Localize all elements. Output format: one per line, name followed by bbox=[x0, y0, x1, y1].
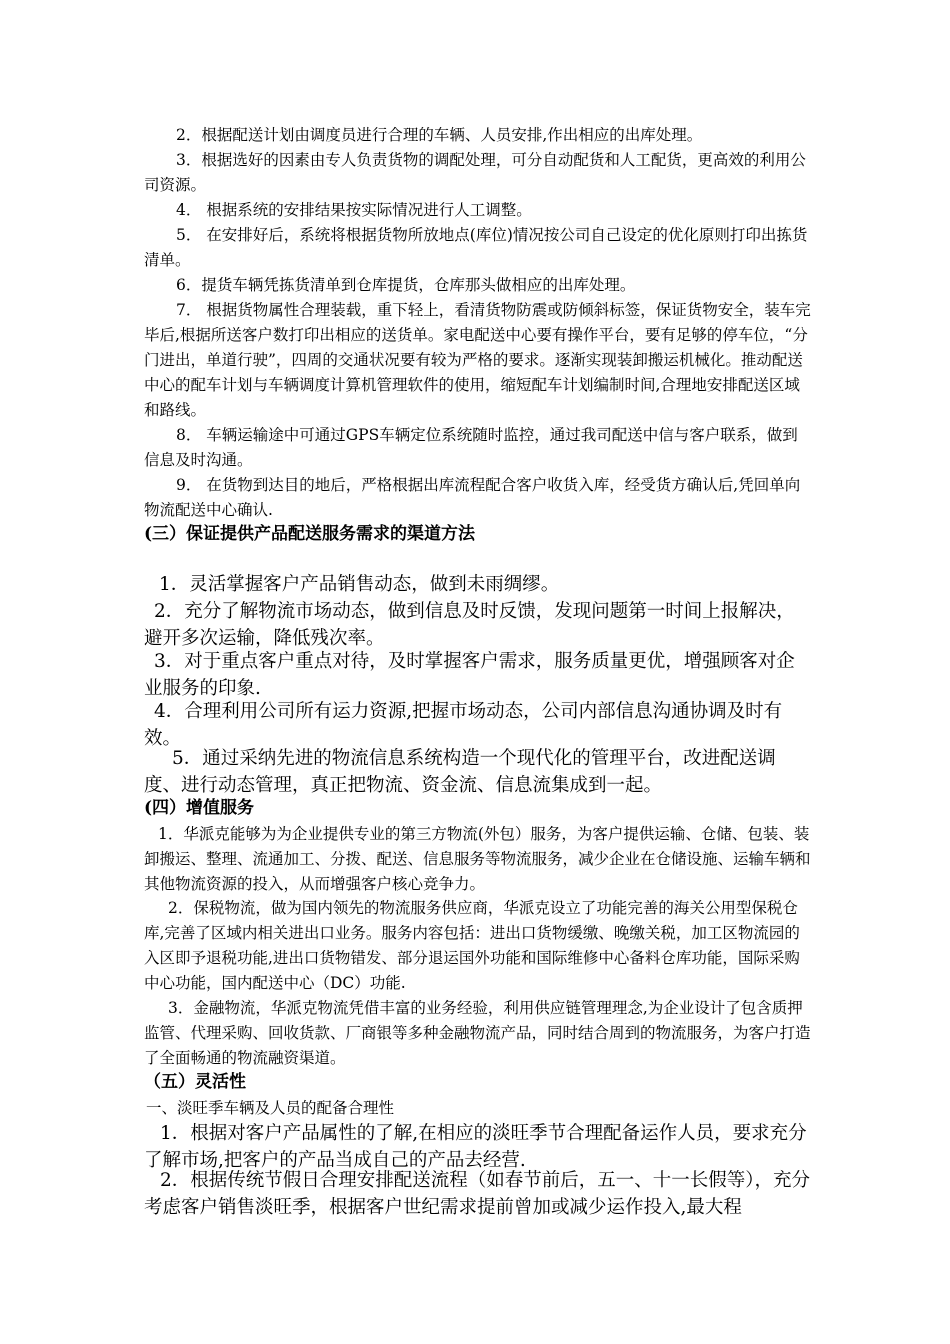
paragraph-step-6: 6．提货车辆凭拣货清单到仓库提货，仓库那头做相应的出库处理。 bbox=[176, 276, 636, 294]
paragraph-step-9: 9． 在货物到达目的地后，严格根据出库流程配合客户收货入库，经受货方确认后,凭回单向物流配送中心确认. bbox=[144, 476, 801, 519]
channel-item-2: 2．充分了解物流市场动态，做到信息及时反馈，发现问题第一时间上报解决，避开多次运输，降低残次率。 bbox=[144, 601, 795, 649]
channel-item-3: 3．对于重点客户重点对待，及时掌握客户需求，服务质量更优，增强顾客对企业服务的印象. bbox=[144, 651, 795, 699]
paragraph-step-3: 3．根据选好的因素由专人负责货物的调配处理，可分自动配货和人工配货，更高效的利用公司资源。 bbox=[144, 151, 806, 194]
paragraph-step-5: 5． 在安排好后，系统将根据货物所放地点(库位)情况按公司自己设定的优化原则打印出拣货清单。 bbox=[144, 226, 808, 269]
value-added-item-2: 2．保税物流，做为国内领先的物流服务供应商，华派克设立了功能完善的海关公用型保税仓库,完善了区域内相关进出口业务。服务内容包括：进出口货物缓缴、晚缴关税，加工区物流园的入区即予退税功能,进出口货物错发、部分退运国外功能和国际维修中心备料仓库功能，国际采购中心功能，国内配送中心（DC）功能. bbox=[144, 899, 800, 992]
value-added-item-1: 1．华派克能够为为企业提供专业的第三方物流(外包）服务，为客户提供运输、仓储、包装、装卸搬运、整理、流通加工、分拨、配送、信息服务等物流服务，减少企业在仓储设施、运输车辆和其他物流资源的投入，从而增强客户核心竞争力。 bbox=[144, 825, 811, 893]
channel-item-4: 4．合理利用公司所有运力资源,把握市场动态，公司内部信息沟通协调及时有效。 bbox=[144, 701, 783, 749]
paragraph-step-4: 4． 根据系统的安排结果按实际情况进行人工调整。 bbox=[176, 201, 532, 219]
paragraph-step-7: 7． 根据货物属性合理装载，重下轻上，看清货物防震或防倾斜标签，保证货物安全，装车完毕后,根据所送客户数打印出相应的送货单。家电配送中心要有操作平台，要有足够的停车位，“分门进出，单道行驶”，四周的交通状况要有较为严格的要求。逐渐实现装卸搬运机械化。推动配送中心的配车计划与车辆调度计算机管理软件的使用，缩短配车计划编制时间,合理地安排配送区域和路线。 bbox=[144, 301, 811, 419]
paragraph-step-8: 8． 车辆运输途中可通过GPS车辆定位系统随时监控，通过我司配送中信与客户联系，做到信息及时沟通。 bbox=[144, 426, 798, 469]
section-heading-5: （五）灵活性 bbox=[144, 1072, 246, 1092]
subheading-1: 一、淡旺季车辆及人员的配备合理性 bbox=[146, 1099, 395, 1117]
paragraph-step-2: 2．根据配送计划由调度员进行合理的车辆、人员安排,作出相应的出库处理。 bbox=[176, 126, 703, 144]
channel-item-5: 5．通过采纳先进的物流信息系统构造一个现代化的管理平台，改进配送调度、进行动态管理，真正把物流、资金流、信息流集成到一起。 bbox=[144, 748, 776, 796]
section-heading-4: (四）增值服务 bbox=[144, 798, 255, 818]
channel-item-1: 1．灵活掌握客户产品销售动态，做到未雨绸缪。 bbox=[159, 574, 560, 595]
flexibility-item-1: 1．根据对客户产品属性的了解,在相应的淡旺季节合理配备运作人员，要求充分了解市场,把客户的产品当成自己的产品去经营. bbox=[144, 1123, 807, 1171]
value-added-item-3: 3．金融物流，华派克物流凭借丰富的业务经验，利用供应链管理理念,为企业设计了包含质押监管、代理采购、回收货款、厂商银等多种金融物流产品，同时结合周到的物流服务，为客户打造了全面畅通的物流融资渠道。 bbox=[144, 999, 811, 1067]
section-heading-3: (三）保证提供产品配送服务需求的渠道方法 bbox=[144, 524, 476, 544]
flexibility-item-2: 2．根据传统节假日合理安排配送流程（如春节前后，五一、十一长假等），充分考虑客户销售淡旺季，根据客户世纪需求提前曾加或减少运作投入,最大程 bbox=[144, 1170, 811, 1218]
